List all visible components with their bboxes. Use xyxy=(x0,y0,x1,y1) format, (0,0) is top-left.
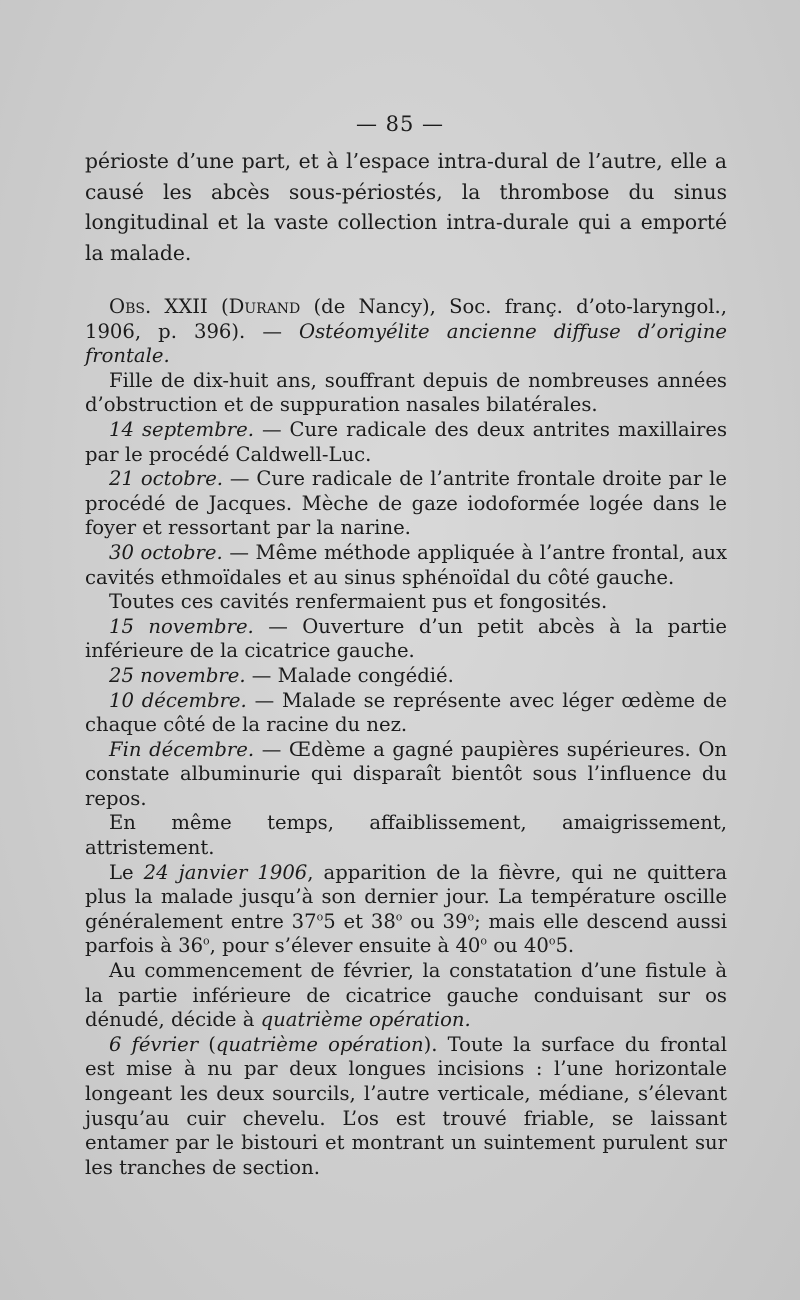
paragraph-text: — Ouverture d’un petit abcès à la partie inférieure de la cicatrice gauche. xyxy=(85,614,727,663)
paragraph-text: ou 39 xyxy=(402,909,468,933)
degree-sign: o xyxy=(548,934,556,948)
degree-sign: o xyxy=(467,910,475,924)
paragraph-14-septembre xyxy=(85,418,727,467)
date-label: 21 octobre. xyxy=(109,467,224,491)
paragraph-text: — Cure radicale de l’antrite frontale droite par le procédé de Jacques. Mèche de gaze iodoformée logée dans le foyer et ressortant par la narine. xyxy=(85,467,727,540)
paragraph-text: — Malade se représente avec léger œdème de chaque côté de la racine du nez. xyxy=(85,688,727,737)
continuation-text xyxy=(85,146,727,268)
paragraph-text: ; mais elle descend aussi parfois à 36 xyxy=(85,909,727,958)
paragraph-text: , pour s’élever ensuite à 40 xyxy=(209,934,481,958)
date-label: 15 novembre. xyxy=(109,614,254,638)
continuation-paragraph: périoste d’une part, et à l’espace intra-dural de l’autre, elle a causé les abcès sous-périostés, la thrombose du sinus longitudinal et la vaste collection intra-durale qui a emporté la malade. xyxy=(85,149,727,265)
obs-title: Ostéomyélite ancienne diffuse d’origine frontale. xyxy=(85,319,727,368)
paragraph-15-novembre xyxy=(85,615,727,664)
paragraph-6-fevrier xyxy=(85,1033,727,1181)
degree-sign: o xyxy=(316,910,324,924)
paragraph-21-octobre xyxy=(85,467,727,541)
date-label: 14 septembre. xyxy=(109,417,254,441)
paragraph-text: ). Toute la surface du frontal est mise à nu par deux longues incisions : l’une horizontale longeant les deux sourcils, l’autre verticale, médiane, s’élevant jusqu’au cuir chevelu. L’os est trouvé friable, se laissant entamer par le bistouri et montrant un suintement purulent sur les tranches de section. xyxy=(85,1032,728,1179)
observation-block xyxy=(85,295,727,1180)
paragraph-patient: Fille de dix-huit ans, souffrant depuis de nombreuses années d’obstruction et de suppuration nasales bilatérales. xyxy=(85,368,727,417)
date-label: 6 février xyxy=(109,1032,199,1056)
paragraph-text: 5. xyxy=(555,934,575,958)
date-label: 24 janvier 1906 xyxy=(143,860,308,884)
date-label: Fin décembre. xyxy=(109,737,255,761)
date-label: 30 octobre. xyxy=(109,540,223,564)
paragraph-text: Le xyxy=(109,860,144,884)
paragraph-italic: quatrième opération xyxy=(215,1032,424,1056)
paragraph-24-janvier xyxy=(85,861,727,959)
paragraph-text: 5 et 38 xyxy=(323,909,396,933)
obs-citation: (de Nancy), Soc. franç. d’oto-laryngol., 1906, p. 396). — xyxy=(85,295,727,343)
paragraph-10-decembre xyxy=(85,689,727,738)
paragraph-text: ou 40 xyxy=(487,934,549,958)
obs-label: Obs. xyxy=(109,295,152,318)
degree-sign: o xyxy=(203,934,210,948)
paragraph-fevrier xyxy=(85,959,727,1033)
paragraph-affaiblissement: En même temps, affaiblissement, amaigrissement, attristement. xyxy=(85,811,727,860)
obs-author: Durand xyxy=(228,295,301,318)
paragraph-cavites: Toutes ces cavités renfermaient pus et fongosités. xyxy=(109,590,608,614)
date-label: 10 décembre. xyxy=(109,688,247,712)
page-number: — 85 — xyxy=(355,112,445,136)
paragraph-text: , apparition de la fièvre, qui ne quittera plus la malade jusqu’à son dernier jour. La température oscille généralement entre 37 xyxy=(85,860,727,933)
obs-number: XXII ( xyxy=(151,295,229,318)
degree-sign: o xyxy=(480,934,488,948)
paragraph-italic: quatrième opération. xyxy=(260,1008,471,1032)
paragraph-30-octobre xyxy=(85,541,727,590)
paragraph-text: ( xyxy=(198,1032,216,1056)
paragraph-fin-decembre xyxy=(85,738,727,812)
paragraph-25-novembre xyxy=(85,664,727,689)
observation-heading xyxy=(85,295,727,369)
paragraph-text: — Cure radicale des deux antrites maxillaires par le procédé Caldwell-Luc. xyxy=(85,417,727,466)
paragraph-text: — Malade congédié. xyxy=(245,663,454,687)
date-label: 25 novembre. xyxy=(109,663,246,687)
paragraph-text: — Œdème a gagné paupières supérieures. On constate albuminurie qui disparaît bientôt sous l’influence du repos. xyxy=(85,737,727,810)
paragraph-text: Au commencement de février, la constatation d’une fistule à la partie inférieure de cicatrice gauche conduisant sur os dénudé, décide à xyxy=(85,959,727,1032)
degree-sign: o xyxy=(395,910,403,924)
paragraph-text: — Même méthode appliquée à l’antre frontal, aux cavités ethmoïdales et au sinus sphénoïdal du côté gauche. xyxy=(85,540,727,589)
